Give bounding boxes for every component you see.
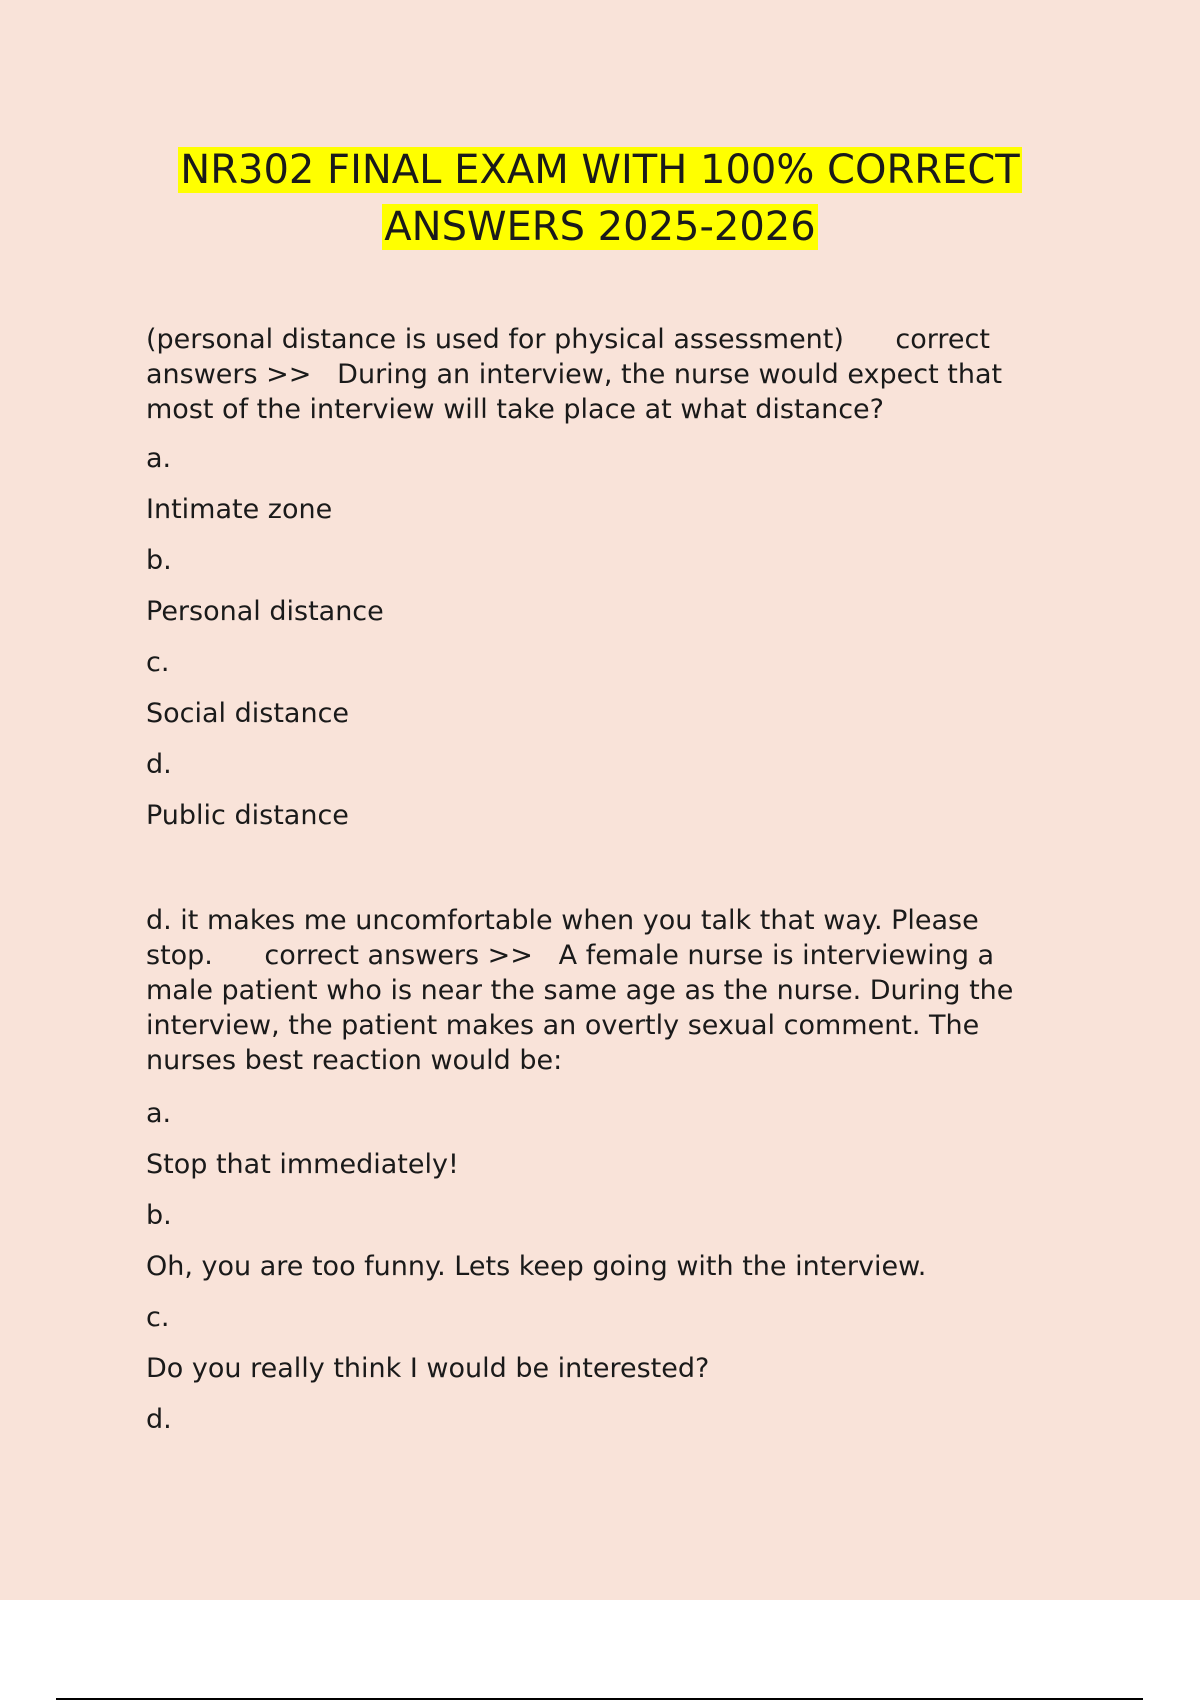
- option-text: Personal distance: [146, 596, 384, 627]
- question-1-text: (personal distance is used for physical assessment) correct answers >> During an interview, the nurse would expect that most of the interview will take place at what distance?: [146, 324, 1003, 425]
- option-letter: d.: [146, 1404, 172, 1435]
- option-letter: a.: [146, 443, 172, 474]
- option-letter: b.: [146, 1200, 172, 1231]
- question-2: [146, 903, 1076, 1437]
- option-text: Intimate zone: [146, 494, 333, 525]
- question-2-text: d. it makes me uncomfortable when you talk that way. Please stop. correct answers >> A female nurse is interviewing a male patient who is near the same age as the nurse. During the interview, the patient makes an overtly sexual comment. The nurses best reaction would be:: [146, 905, 1014, 1076]
- document-title: [100, 142, 1100, 256]
- option-text: Public distance: [146, 800, 349, 831]
- exam-content: [146, 322, 1076, 1437]
- option-letter: b.: [146, 545, 172, 576]
- option-letter: c.: [146, 647, 170, 678]
- option-letter: d.: [146, 749, 172, 780]
- option-text: Do you really think I would be interested?: [146, 1353, 710, 1384]
- title-line-1: NR302 FINAL EXAM WITH 100% CORRECT: [180, 147, 1020, 193]
- title-line-2: ANSWERS 2025-2026: [384, 204, 816, 250]
- option-text: Stop that immediately!: [146, 1149, 459, 1180]
- question-1: [146, 322, 1076, 833]
- option-text: Social distance: [146, 698, 350, 729]
- option-letter: c.: [146, 1302, 170, 1333]
- option-letter: a.: [146, 1098, 172, 1129]
- option-text: Oh, you are too funny. Lets keep going with the interview.: [146, 1251, 927, 1282]
